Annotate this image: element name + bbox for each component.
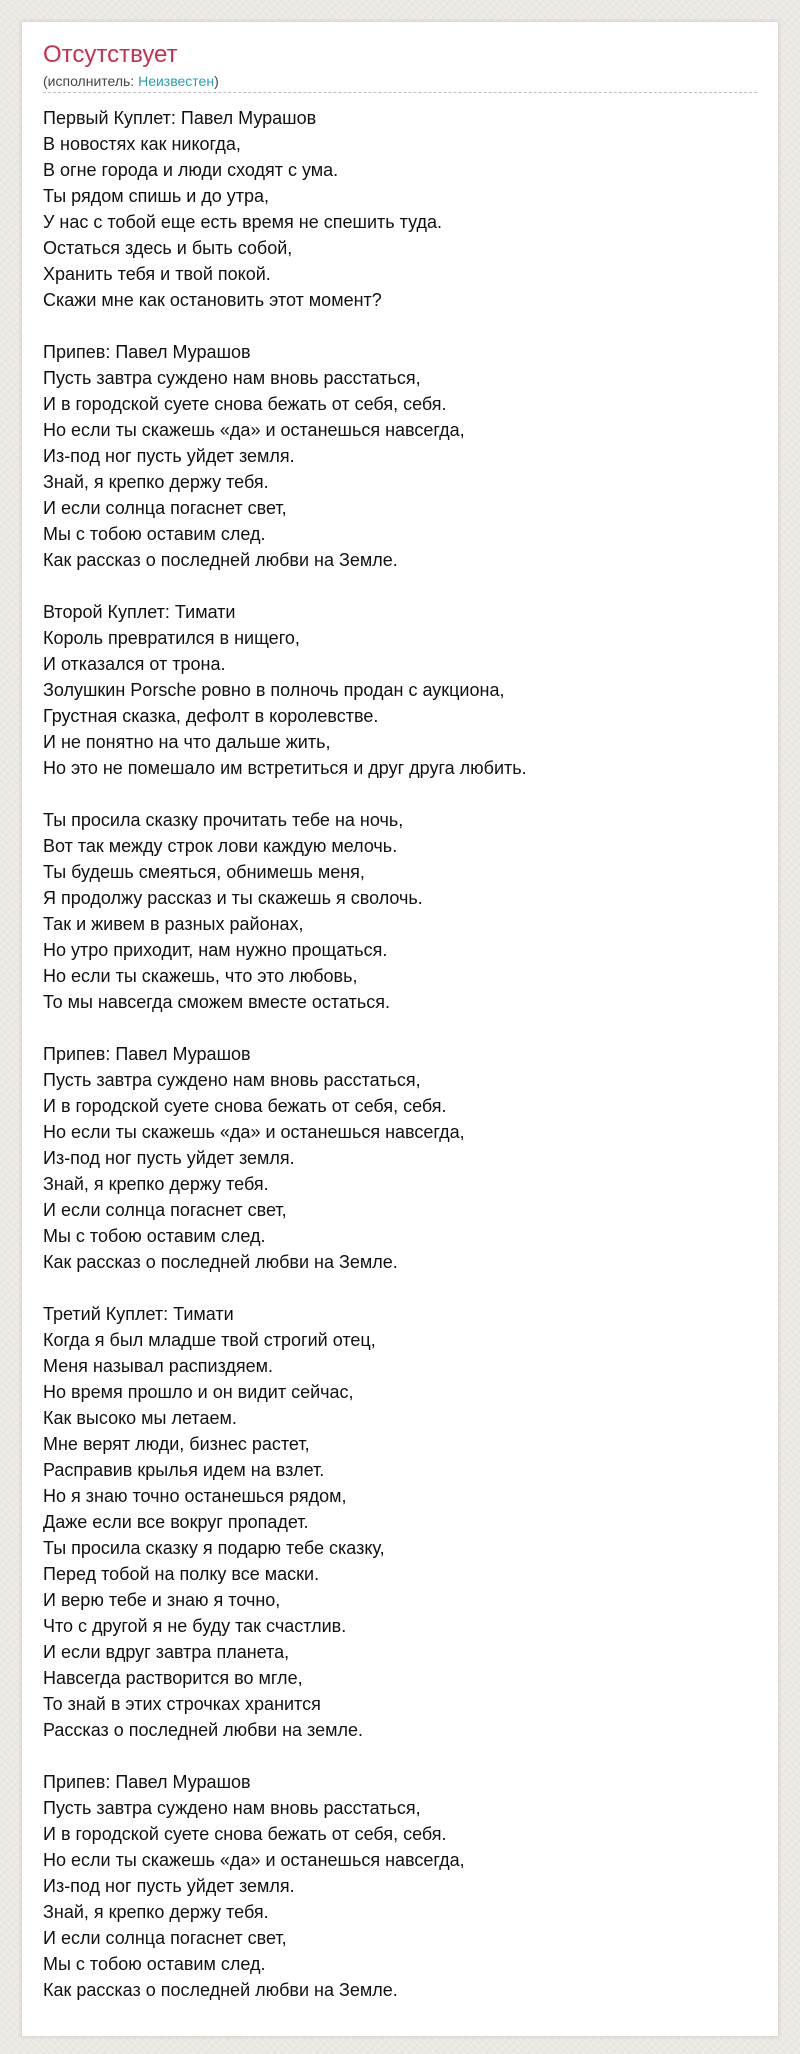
lyric-line: Я продолжу рассказ и ты скажешь я сволочь. — [43, 888, 423, 908]
lyric-line: То знай в этих строчках хранится — [43, 1694, 321, 1714]
stanza-heading: Припев: Павел Мурашов — [43, 342, 251, 362]
song-title: Отсутствует — [43, 41, 178, 68]
lyric-line: Но время прошло и он видит сейчас, — [43, 1382, 354, 1402]
lyric-line: Знай, я крепко держу тебя. — [43, 1174, 269, 1194]
stanza-heading: Второй Куплет: Тимати — [43, 602, 236, 622]
lyric-line: Король превратился в нищего, — [43, 628, 300, 648]
lyric-line: И отказался от трона. — [43, 654, 226, 674]
lyric-line: Мы с тобою оставим след. — [43, 524, 266, 544]
lyric-line: Даже если все вокруг пропадет. — [43, 1512, 309, 1532]
lyric-line: И если вдруг завтра планета, — [43, 1642, 290, 1662]
lyrics-stanza — [43, 339, 757, 573]
lyric-line: Как высоко мы летаем. — [43, 1408, 237, 1428]
lyric-line: Когда я был младше твой строгий отец, — [43, 1330, 376, 1350]
lyric-line: В огне города и люди сходят с ума. — [43, 160, 339, 180]
stanza-heading: Припев: Павел Мурашов — [43, 1772, 251, 1792]
lyric-line: Из-под ног пусть уйдет земля. — [43, 446, 295, 466]
lyric-line: Мы с тобою оставим след. — [43, 1226, 266, 1246]
lyric-line: В новостях как никогда, — [43, 134, 241, 154]
lyric-line: У нас с тобой еще есть время не спешить туда. — [43, 212, 442, 232]
lyric-line: Что с другой я не буду так счастлив. — [43, 1616, 347, 1636]
lyrics-card — [21, 21, 779, 2037]
stanza-heading: Первый Куплет: Павел Мурашов — [43, 108, 317, 128]
lyrics-stanza — [43, 1041, 757, 1275]
lyric-line: Из-под ног пусть уйдет земля. — [43, 1148, 295, 1168]
lyric-line: И если солнца погаснет свет, — [43, 498, 287, 518]
stanza-heading: Третий Куплет: Тимати — [43, 1304, 234, 1324]
lyrics-stanza — [43, 599, 757, 781]
lyric-line: Грустная сказка, дефолт в королевстве. — [43, 706, 379, 726]
lyric-line: И в городской суете снова бежать от себя, себя. — [43, 1824, 447, 1844]
lyric-line: Но я знаю точно останешься рядом, — [43, 1486, 347, 1506]
lyric-line: Из-под ног пусть уйдет земля. — [43, 1876, 295, 1896]
lyric-line: И в городской суете снова бежать от себя, себя. — [43, 394, 447, 414]
lyrics-stanza — [43, 807, 757, 1015]
lyric-line: Хранить тебя и твой покой. — [43, 264, 271, 284]
lyric-line: Золушкин Porsche ровно в полночь продан с аукциона, — [43, 680, 505, 700]
lyric-line: Вот так между строк лови каждую мелочь. — [43, 836, 398, 856]
lyric-line: Но если ты скажешь «да» и останешься навсегда, — [43, 1850, 465, 1870]
lyric-line: Но если ты скажешь «да» и останешься навсегда, — [43, 1122, 465, 1142]
lyric-line: Пусть завтра суждено нам вновь расстаться, — [43, 1798, 421, 1818]
lyrics-stanza — [43, 1769, 757, 2003]
lyric-line: Но это не помешало им встретиться и друг друга любить. — [43, 758, 527, 778]
lyric-line: Ты просила сказку я подарю тебе сказку, — [43, 1538, 385, 1558]
lyric-line: Мы с тобою оставим след. — [43, 1954, 266, 1974]
lyric-line: Скажи мне как остановить этот момент? — [43, 290, 382, 310]
stanza-heading: Припев: Павел Мурашов — [43, 1044, 251, 1064]
lyric-line: Так и живем в разных районах, — [43, 914, 304, 934]
artist-link[interactable]: Неизвестен — [138, 73, 215, 89]
lyric-line: Пусть завтра суждено нам вновь расстаться, — [43, 368, 421, 388]
lyric-line: Как рассказ о последней любви на Земле. — [43, 1252, 398, 1272]
lyric-line: Как рассказ о последней любви на Земле. — [43, 550, 398, 570]
lyrics-text — [43, 105, 757, 2003]
lyric-line: Расправив крылья идем на взлет. — [43, 1460, 325, 1480]
lyric-line: Навсегда растворится во мгле, — [43, 1668, 303, 1688]
lyric-line: И в городской суете снова бежать от себя, себя. — [43, 1096, 447, 1116]
lyric-line: Ты будешь смеяться, обнимешь меня, — [43, 862, 365, 882]
lyric-line: Но если ты скажешь, что это любовь, — [43, 966, 358, 986]
lyrics-stanza — [43, 105, 757, 313]
lyrics-stanza — [43, 1301, 757, 1743]
artist-prefix: (исполнитель: — [43, 73, 139, 89]
lyric-line: Ты рядом спишь и до утра, — [43, 186, 270, 206]
lyric-line: И если солнца погаснет свет, — [43, 1928, 287, 1948]
lyric-line: Перед тобой на полку все маски. — [43, 1564, 320, 1584]
lyric-line: Меня называл распиздяем. — [43, 1356, 274, 1376]
lyric-line: Как рассказ о последней любви на Земле. — [43, 1980, 398, 2000]
lyric-line: Ты просила сказку прочитать тебе на ночь, — [43, 810, 404, 830]
lyric-line: Рассказ о последней любви на земле. — [43, 1720, 363, 1740]
lyric-line: И верю тебе и знаю я точно, — [43, 1590, 281, 1610]
lyric-line: Но если ты скажешь «да» и останешься навсегда, — [43, 420, 465, 440]
lyric-line: Мне верят люди, бизнес растет, — [43, 1434, 310, 1454]
artist-suffix: ) — [214, 73, 219, 89]
artist-line — [43, 72, 757, 93]
lyric-line: Пусть завтра суждено нам вновь расстаться, — [43, 1070, 421, 1090]
lyric-line: Но утро приходит, нам нужно прощаться. — [43, 940, 388, 960]
lyric-line: И если солнца погаснет свет, — [43, 1200, 287, 1220]
lyric-line: Знай, я крепко держу тебя. — [43, 1902, 269, 1922]
lyric-line: Остаться здесь и быть собой, — [43, 238, 293, 258]
lyric-line: И не понятно на что дальше жить, — [43, 732, 331, 752]
lyric-line: Знай, я крепко держу тебя. — [43, 472, 269, 492]
lyric-line: То мы навсегда сможем вместе остаться. — [43, 992, 390, 1012]
